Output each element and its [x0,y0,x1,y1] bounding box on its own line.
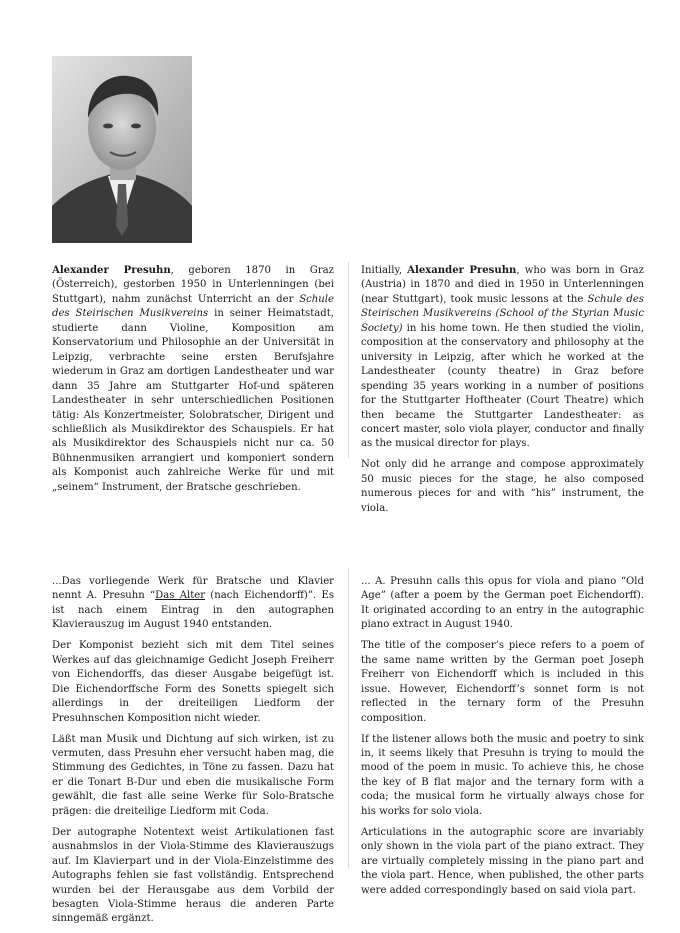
composer-name: Alexander Presuhn [52,265,171,276]
portrait-photo [52,56,192,243]
work-title: Das Alter [155,590,206,602]
column-divider [348,568,349,868]
column-divider [348,262,349,458]
school-name: Schule des Steirischen Musikvereins [52,293,334,320]
work-notes-paragraph: Der Komponist bezieht sich mit dem Titel seines Werkes auf das gleichnamige Gedicht Joseph Freiherr von Eichendorffs, das dieser Ausgabe beigefügt ist. Die Eichendorffsche Form des Sonetts spiegelt sich allerdings in der dreiteiligen Liedform der Presuhnschen Komposition nicht wieder. [52,640,334,724]
biography-english-paragraph: Not only did he arrange and compose approximately 50 music pieces for the stage, he also composed numerous pieces for and with “his” instrument, the viola. [361,459,644,514]
work-notes-paragraph: The title of the composer’s piece refers to a poem of the same name written by the German poet Joseph Freiherr von Eichendorff which is included in this issue. However, Eichendorff’s sonnet form is not reflected in the ternary form of the Presuhn composition. [361,640,644,724]
portrait-photo-icon [52,56,192,243]
composer-name: Alexander Presuhn [407,265,517,276]
work-notes-paragraph: Läßt man Musik und Dichtung auf sich wirken, ist zu vermuten, dass Presuhn eher versucht haben mag, die Stimmung des Gedichtes, in Töne zu fassen. Dazu hat er die Tonart B-Dur und eben die musikalische Form gewählt, die fast alle seine Werke für Solo-Bratsche prägen: die dreiteilige Liedform mit Coda. [52,733,334,817]
biography-english-paragraph: Initially, Alexander Presuhn, who was born in Graz (Austria) in 1870 and died in 1950 in Unterlenningen (near Stuttgart), took music lessons at the Schule des Steirischen Musikvereins (School of the Styrian Music Society) in his home town. He then studied the violin, composition at the conservatory and philosophy at the university in Leipzig, after which he worked at the Landestheater (county theatre) in Graz before spending 35 years working in a number of positions for the Stuttgarter Hoftheater (Court Theatre) which then became the Stuttgarter Landestheater: as concert master, solo viola player, conductor and finally as the musical director for plays. [361,265,645,450]
work-notes-german [52,575,334,933]
biography-german [52,264,334,502]
biography-german-paragraph: Alexander Presuhn, geboren 1870 in Graz (Österreich), gestorben 1950 in Unterlenningen (bei Stuttgart), nahm zunächst Unterricht an der Schule des Steirischen Musikvereins in seiner Heimatstadt, studierte dann Violine, Komposition am Konservatorium und Philosophie an der Universität in Leipzig, verbrachte seine ersten Berufsjahre wiederum in Graz am dortigen Landestheater und war dann 35 Jahre am Stuttgarter Hof-und späteren Landestheater in sehr unterschiedlichen Positionen tätig: Als Konzertmeister, Solobratscher, Dirigent und schließlich als Musikdirektor des Schauspiels. Er hat als Musikdirektor des Schauspiels nicht nur ca. 50 Bühnenmusiken arrangiert und komponiert sondern als Komponist auch zahlreiche Werke für und mit „seinem“ Instrument, der Bratsche geschrieben. [52,265,334,493]
work-notes-paragraph: If the listener allows both the music and poetry to sink in, it seems likely that Presuhn is trying to mould the mood of the poem in music. To achieve this, he chose the key of B flat major and the ternary form with a coda; the musical form he virtually always chose for his works for solo viola. [361,733,644,817]
work-notes-paragraph: Articulations in the autographic score are invariably only shown in the viola part of the piano extract. They are virtually completely missing in the piano part and the viola part. Hence, when published, the other parts were added correspondingly based on said viola part. [361,826,644,896]
work-notes-english [361,575,644,905]
work-notes-paragraph: ... A. Presuhn calls this opus for viola and piano “Old Age” (after a poem by the German poet Eichendorff). It originated according to an entry in the autographic piano extract in August 1940. [361,576,644,631]
school-name: Schule des Steirischen Musikvereins (School of the Styrian Music Society) [361,293,644,334]
biography-english [361,264,644,523]
work-notes-paragraph: Der autographe Notentext weist Artikulationen fast ausnahmslos in der Viola-Stimme des Klavierauszugs auf. Im Klavierpart und in der Viola-Einzelstimme des Autographs fehlen sie fast vollständig. Entsprechend wurden bei der Herausgabe aus dem Vorbild der besagten Viola-Stimme heraus die anderen Parte sinngemäß ergänzt. [52,826,334,925]
work-notes-paragraph: ...Das vorliegende Werk für Bratsche und Klavier nennt A. Presuhn “Das Alter (nach Eichendorff)”. Es ist nach einem Eintrag in den autographen Klavierauszug im August 1940 entstanden. [52,576,335,631]
